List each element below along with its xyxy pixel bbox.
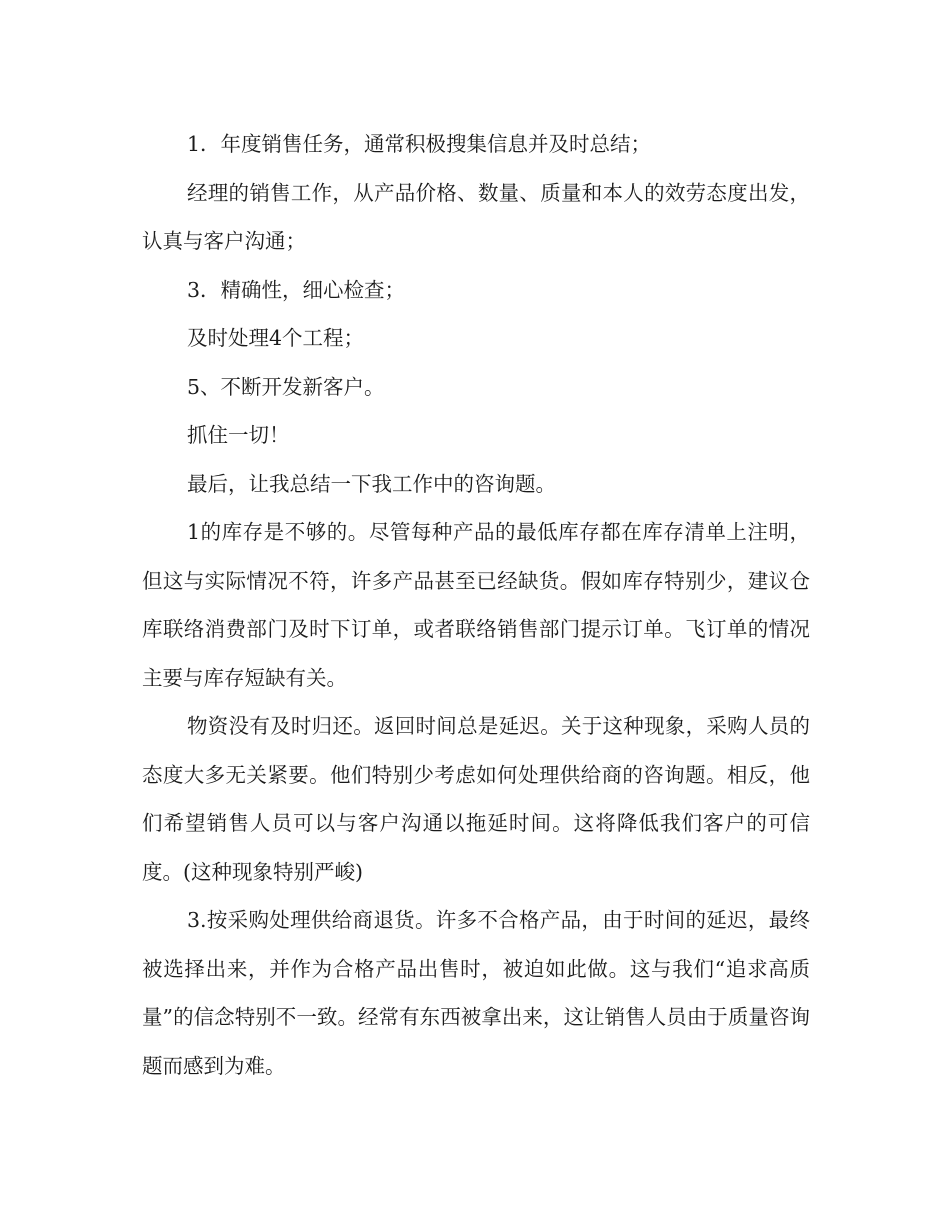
paragraph-6: 抓住一切！ [187,423,290,447]
paragraph-2: 经理的销售工作，从产品价格、数量、质量和本人的效劳态度出发，认真与客户沟通； [142,180,810,253]
paragraph-4: 及时处理4个工程； [187,326,365,350]
paragraph-5: 5、不断开发新客户。 [187,374,385,399]
paragraph-8: 1的库存是不够的。尽管每种产品的最低库存都在库存清单上注明，但这与实际情况不符，许多产品甚至已经缺货。假如库存特别少，建议仓库联络消费部门及时下订单，或者联络销售部门提示订单。飞订单的情况主要与库存短缺有关。 [142,520,810,690]
paragraph-10: 3.按采购处理供给商退货。许多不合格产品，由于时间的延迟，最终被选择出来，并作为合格产品出售时，被迫如此做。这与我们“追求高质量”的信念特别不一致。经常有东西被拿出来，这让销售人员由于质量咨询题而感到为难。 [142,908,810,1078]
paragraph-3: 3．精确性，细心检查； [187,277,406,302]
paragraph-9: 物资没有及时归还。返回时间总是延迟。关于这种现象，采购人员的态度大多无关紧要。他们特别少考虑如何处理供给商的咨询题。相反，他们希望销售人员可以与客户沟通以拖延时间。这将降低我们客户的可信度。(这种现象特别严峻) [142,714,810,884]
document-body [142,120,810,1090]
paragraph-7: 最后，让我总结一下我工作中的咨询题。 [187,471,556,496]
paragraph-1: 1．年度销售任务，通常积极搜集信息并及时总结； [187,132,652,156]
